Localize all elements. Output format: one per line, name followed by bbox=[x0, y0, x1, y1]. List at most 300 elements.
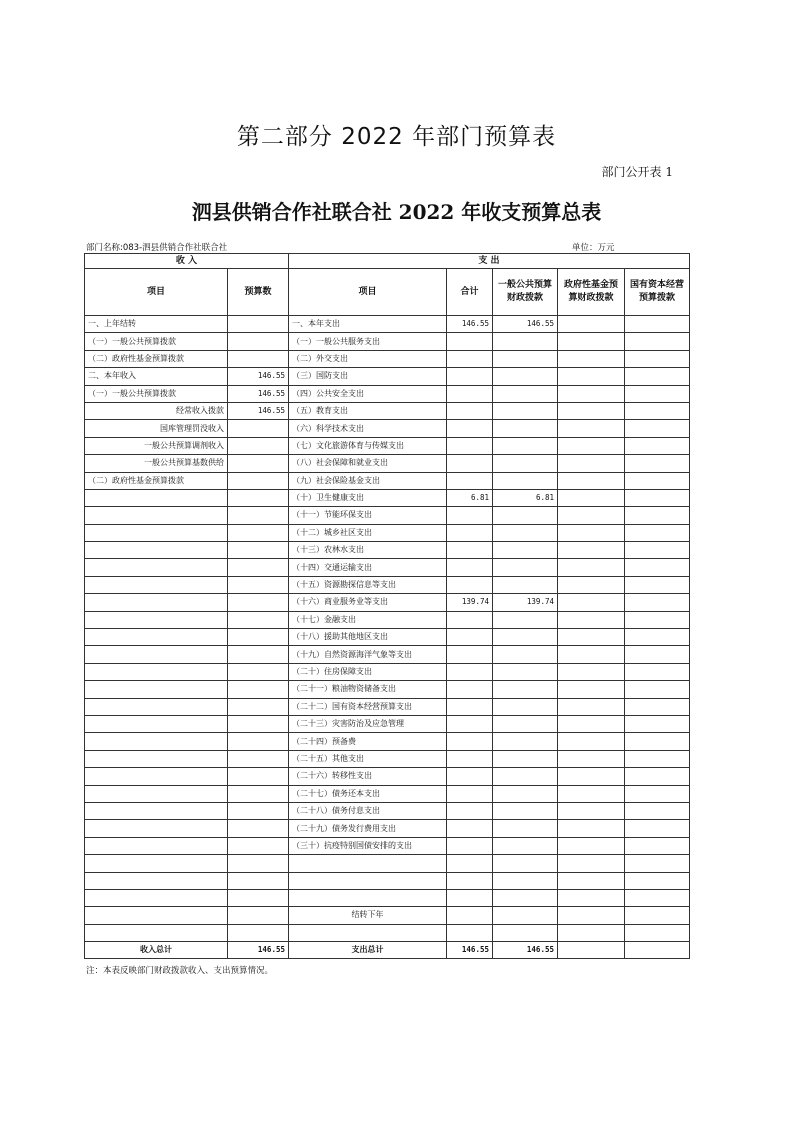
income-item-cell bbox=[85, 802, 228, 819]
gov-fund-cell bbox=[558, 507, 625, 524]
gov-fund-cell bbox=[558, 802, 625, 819]
expense-item-cell: 结转下年 bbox=[289, 907, 447, 924]
expense-item-cell: （三十）抗疫特别国债安排的支出 bbox=[289, 837, 447, 854]
total-cell bbox=[447, 715, 493, 732]
gov-fund-cell bbox=[558, 872, 625, 889]
gov-fund-cell bbox=[558, 750, 625, 767]
expense-item-cell: （六）科学技术支出 bbox=[289, 420, 447, 437]
gov-fund-cell bbox=[558, 594, 625, 611]
gov-fund-cell bbox=[558, 350, 625, 367]
income-amount-cell bbox=[228, 663, 289, 680]
state-capital-cell bbox=[625, 785, 690, 802]
state-capital-cell bbox=[625, 402, 690, 419]
total-cell bbox=[447, 855, 493, 872]
total-cell bbox=[447, 629, 493, 646]
gov-fund-cell bbox=[558, 316, 625, 333]
total-cell bbox=[447, 385, 493, 402]
state-capital-cell bbox=[625, 802, 690, 819]
income-amount-cell bbox=[228, 437, 289, 454]
income-section-header: 收 入 bbox=[85, 254, 289, 269]
expense-item-cell: （九）社会保险基金支出 bbox=[289, 472, 447, 489]
total-cell bbox=[447, 924, 493, 941]
footnote: 注：本表反映部门财政拨款收入、支出预算情况。 bbox=[86, 966, 274, 976]
total-cell bbox=[447, 507, 493, 524]
table-row bbox=[85, 350, 690, 367]
general-budget-cell bbox=[493, 611, 558, 628]
expense-item-cell bbox=[289, 924, 447, 941]
income-item-cell: 国库管理罚没收入 bbox=[85, 420, 228, 437]
state-capital-cell bbox=[625, 524, 690, 541]
total-cell bbox=[447, 663, 493, 680]
total-cell bbox=[447, 333, 493, 350]
income-amount-cell bbox=[228, 715, 289, 732]
income-item-cell bbox=[85, 750, 228, 767]
income-item-cell bbox=[85, 646, 228, 663]
table-row bbox=[85, 698, 690, 715]
income-amount-cell bbox=[228, 611, 289, 628]
budget-summary-table bbox=[84, 253, 690, 959]
state-capital-cell bbox=[625, 698, 690, 715]
expense-item-cell bbox=[289, 889, 447, 906]
total-cell bbox=[447, 837, 493, 854]
general-budget-cell bbox=[493, 559, 558, 576]
income-amount-cell bbox=[228, 785, 289, 802]
table-row bbox=[85, 820, 690, 837]
state-capital-cell bbox=[625, 316, 690, 333]
income-amount-cell: 146.55 bbox=[228, 402, 289, 419]
expense-general-total: 146.55 bbox=[493, 942, 558, 959]
col-general-budget: 一般公共预算财政拨款 bbox=[493, 269, 558, 316]
income-item-cell bbox=[85, 907, 228, 924]
state-capital-cell bbox=[625, 437, 690, 454]
gov-fund-cell bbox=[558, 489, 625, 506]
state-capital-cell bbox=[625, 663, 690, 680]
gov-fund-cell bbox=[558, 559, 625, 576]
expense-item-cell: （二十八）债务付息支出 bbox=[289, 802, 447, 819]
income-amount-cell bbox=[228, 542, 289, 559]
gov-fund-cell bbox=[558, 785, 625, 802]
income-amount-cell bbox=[228, 455, 289, 472]
expense-item-cell: （二十六）转移性支出 bbox=[289, 768, 447, 785]
income-item-cell: 一般公共预算基数供给 bbox=[85, 455, 228, 472]
state-capital-cell bbox=[625, 733, 690, 750]
document-code: 部门公开表 1 bbox=[601, 165, 673, 179]
expense-item-cell: （十八）援助其他地区支出 bbox=[289, 629, 447, 646]
expense-item-cell: （二十五）其他支出 bbox=[289, 750, 447, 767]
total-cell bbox=[447, 681, 493, 698]
gov-fund-cell bbox=[558, 698, 625, 715]
income-amount-cell bbox=[228, 802, 289, 819]
state-capital-cell bbox=[625, 507, 690, 524]
total-cell: 146.55 bbox=[447, 316, 493, 333]
general-budget-cell bbox=[493, 907, 558, 924]
general-budget-cell bbox=[493, 855, 558, 872]
expense-item-cell: （五）教育支出 bbox=[289, 402, 447, 419]
total-cell bbox=[447, 646, 493, 663]
general-budget-cell bbox=[493, 368, 558, 385]
gov-fund-cell bbox=[558, 907, 625, 924]
state-capital-cell bbox=[625, 576, 690, 593]
state-capital-cell bbox=[625, 768, 690, 785]
table-title: 泗县供销合作社联合社 2022 年收支预算总表 bbox=[191, 200, 602, 224]
col-total: 合计 bbox=[447, 269, 493, 316]
state-capital-cell bbox=[625, 333, 690, 350]
state-capital-cell bbox=[625, 715, 690, 732]
income-amount-cell bbox=[228, 420, 289, 437]
gov-fund-cell bbox=[558, 611, 625, 628]
gov-fund-cell bbox=[558, 455, 625, 472]
total-cell bbox=[447, 820, 493, 837]
income-item-cell: 经常收入拨款 bbox=[85, 402, 228, 419]
table-row bbox=[85, 559, 690, 576]
income-item-cell bbox=[85, 542, 228, 559]
income-amount-cell bbox=[228, 507, 289, 524]
state-capital-cell bbox=[625, 368, 690, 385]
general-budget-cell bbox=[493, 455, 558, 472]
table-row bbox=[85, 681, 690, 698]
general-budget-cell bbox=[493, 437, 558, 454]
gov-fund-cell bbox=[558, 437, 625, 454]
gov-fund-cell bbox=[558, 733, 625, 750]
general-budget-cell bbox=[493, 524, 558, 541]
income-amount-cell bbox=[228, 576, 289, 593]
table-row bbox=[85, 489, 690, 506]
expense-item-cell: （十七）金融支出 bbox=[289, 611, 447, 628]
state-capital-cell bbox=[625, 924, 690, 941]
general-budget-cell bbox=[493, 472, 558, 489]
expense-total-label: 支出总计 bbox=[289, 942, 447, 959]
expense-section-header: 支 出 bbox=[289, 254, 690, 269]
income-amount-cell bbox=[228, 559, 289, 576]
gov-fund-cell bbox=[558, 715, 625, 732]
income-item-cell bbox=[85, 715, 228, 732]
col-state-capital: 国有资本经营预算拨款 bbox=[625, 269, 690, 316]
income-amount-cell bbox=[228, 698, 289, 715]
total-cell bbox=[447, 524, 493, 541]
table-row bbox=[85, 750, 690, 767]
general-budget-cell bbox=[493, 889, 558, 906]
income-item-cell bbox=[85, 924, 228, 941]
gov-fund-cell bbox=[558, 333, 625, 350]
general-budget-cell bbox=[493, 698, 558, 715]
state-capital-cell bbox=[625, 837, 690, 854]
gov-fund-cell bbox=[558, 542, 625, 559]
gov-fund-total bbox=[558, 942, 625, 959]
expense-item-cell: （二十九）债务发行费用支出 bbox=[289, 820, 447, 837]
table-row bbox=[85, 542, 690, 559]
income-amount-cell bbox=[228, 820, 289, 837]
general-budget-cell bbox=[493, 924, 558, 941]
general-budget-cell bbox=[493, 750, 558, 767]
table-row bbox=[85, 733, 690, 750]
income-amount-cell bbox=[228, 594, 289, 611]
table-row bbox=[85, 333, 690, 350]
total-cell bbox=[447, 907, 493, 924]
state-capital-cell bbox=[625, 907, 690, 924]
gov-fund-cell bbox=[558, 837, 625, 854]
general-budget-cell: 139.74 bbox=[493, 594, 558, 611]
state-capital-cell bbox=[625, 872, 690, 889]
general-budget-cell bbox=[493, 768, 558, 785]
table-row bbox=[85, 385, 690, 402]
general-budget-cell bbox=[493, 715, 558, 732]
expense-item-cell: （十二）城乡社区支出 bbox=[289, 524, 447, 541]
general-budget-cell bbox=[493, 681, 558, 698]
income-item-cell bbox=[85, 837, 228, 854]
gov-fund-cell bbox=[558, 368, 625, 385]
general-budget-cell bbox=[493, 420, 558, 437]
total-cell bbox=[447, 368, 493, 385]
expense-item-cell: （十九）自然资源海洋气象等支出 bbox=[289, 646, 447, 663]
expense-item-cell bbox=[289, 855, 447, 872]
state-capital-cell bbox=[625, 820, 690, 837]
total-cell bbox=[447, 542, 493, 559]
total-cell bbox=[447, 872, 493, 889]
total-cell bbox=[447, 611, 493, 628]
income-amount-cell: 146.55 bbox=[228, 385, 289, 402]
general-budget-cell bbox=[493, 629, 558, 646]
gov-fund-cell bbox=[558, 629, 625, 646]
general-budget-cell bbox=[493, 542, 558, 559]
state-capital-cell bbox=[625, 646, 690, 663]
income-item-cell bbox=[85, 524, 228, 541]
table-row bbox=[85, 889, 690, 906]
expense-item-cell: 一、本年支出 bbox=[289, 316, 447, 333]
total-cell bbox=[447, 420, 493, 437]
gov-fund-cell bbox=[558, 524, 625, 541]
income-item-cell: 二、本年收入 bbox=[85, 368, 228, 385]
income-amount-cell bbox=[228, 681, 289, 698]
total-cell bbox=[447, 472, 493, 489]
expense-item-cell: （一）一般公共服务支出 bbox=[289, 333, 447, 350]
expense-item-cell: （十）卫生健康支出 bbox=[289, 489, 447, 506]
expense-item-cell bbox=[289, 872, 447, 889]
gov-fund-cell bbox=[558, 646, 625, 663]
income-amount-cell bbox=[228, 768, 289, 785]
state-capital-cell bbox=[625, 472, 690, 489]
income-amount-cell bbox=[228, 924, 289, 941]
gov-fund-cell bbox=[558, 855, 625, 872]
income-item-cell: 一、上年结转 bbox=[85, 316, 228, 333]
expense-item-cell: （二十三）灾害防治及应急管理 bbox=[289, 715, 447, 732]
expense-total-amount: 146.55 bbox=[447, 942, 493, 959]
income-total-amount: 146.55 bbox=[228, 942, 289, 959]
state-capital-cell bbox=[625, 611, 690, 628]
expense-item-cell: （三）国防支出 bbox=[289, 368, 447, 385]
general-budget-cell bbox=[493, 820, 558, 837]
part-title: 第二部分 2022 年部门预算表 bbox=[236, 124, 557, 150]
expense-item-cell: （二十）住房保障支出 bbox=[289, 663, 447, 680]
total-cell bbox=[447, 455, 493, 472]
total-cell bbox=[447, 576, 493, 593]
col-income-amount: 预算数 bbox=[228, 269, 289, 316]
general-budget-cell bbox=[493, 333, 558, 350]
expense-item-cell: （十五）资源勘探信息等支出 bbox=[289, 576, 447, 593]
income-item-cell bbox=[85, 733, 228, 750]
table-row bbox=[85, 872, 690, 889]
unit-label: 单位：万元 bbox=[572, 243, 615, 253]
expense-item-cell: （二）外交支出 bbox=[289, 350, 447, 367]
total-cell bbox=[447, 889, 493, 906]
total-cell bbox=[447, 437, 493, 454]
table-row bbox=[85, 629, 690, 646]
state-capital-total bbox=[625, 942, 690, 959]
income-item-cell bbox=[85, 768, 228, 785]
income-amount-cell bbox=[228, 889, 289, 906]
income-amount-cell bbox=[228, 524, 289, 541]
income-item-cell: （二）政府性基金预算拨款 bbox=[85, 472, 228, 489]
state-capital-cell bbox=[625, 889, 690, 906]
income-item-cell bbox=[85, 855, 228, 872]
general-budget-cell bbox=[493, 350, 558, 367]
table-row bbox=[85, 594, 690, 611]
table-row bbox=[85, 524, 690, 541]
general-budget-cell bbox=[493, 785, 558, 802]
table-row bbox=[85, 768, 690, 785]
table-row bbox=[85, 611, 690, 628]
income-amount-cell bbox=[228, 489, 289, 506]
table-row bbox=[85, 368, 690, 385]
state-capital-cell bbox=[625, 629, 690, 646]
table-row bbox=[85, 316, 690, 333]
general-budget-cell bbox=[493, 663, 558, 680]
income-amount-cell bbox=[228, 733, 289, 750]
table-row bbox=[85, 785, 690, 802]
general-budget-cell: 6.81 bbox=[493, 489, 558, 506]
table-row bbox=[85, 646, 690, 663]
income-amount-cell bbox=[228, 316, 289, 333]
table-row bbox=[85, 420, 690, 437]
general-budget-cell bbox=[493, 802, 558, 819]
general-budget-cell bbox=[493, 402, 558, 419]
income-item-cell: （二）政府性基金预算拨款 bbox=[85, 350, 228, 367]
income-item-cell bbox=[85, 611, 228, 628]
income-item-cell bbox=[85, 698, 228, 715]
gov-fund-cell bbox=[558, 385, 625, 402]
table-row bbox=[85, 924, 690, 941]
table-row bbox=[85, 907, 690, 924]
expense-item-cell: （十一）节能环保支出 bbox=[289, 507, 447, 524]
income-item-cell: （一）一般公共预算拨款 bbox=[85, 333, 228, 350]
table-row bbox=[85, 802, 690, 819]
income-item-cell: （一）一般公共预算拨款 bbox=[85, 385, 228, 402]
gov-fund-cell bbox=[558, 889, 625, 906]
general-budget-cell bbox=[493, 872, 558, 889]
income-amount-cell bbox=[228, 855, 289, 872]
total-cell bbox=[447, 698, 493, 715]
expense-item-cell: （十六）商业服务业等支出 bbox=[289, 594, 447, 611]
income-amount-cell bbox=[228, 350, 289, 367]
col-gov-fund: 政府性基金预算财政拨款 bbox=[558, 269, 625, 316]
total-cell bbox=[447, 785, 493, 802]
income-item-cell bbox=[85, 576, 228, 593]
table-row bbox=[85, 437, 690, 454]
income-item-cell bbox=[85, 629, 228, 646]
income-item-cell bbox=[85, 594, 228, 611]
state-capital-cell bbox=[625, 594, 690, 611]
expense-item-cell: （十四）交通运输支出 bbox=[289, 559, 447, 576]
income-item-cell bbox=[85, 489, 228, 506]
totals-row bbox=[85, 942, 690, 959]
expense-item-cell: （四）公共安全支出 bbox=[289, 385, 447, 402]
total-cell bbox=[447, 559, 493, 576]
table-row bbox=[85, 402, 690, 419]
income-amount-cell bbox=[228, 472, 289, 489]
income-item-cell bbox=[85, 820, 228, 837]
table-row bbox=[85, 507, 690, 524]
total-cell bbox=[447, 750, 493, 767]
income-item-cell bbox=[85, 559, 228, 576]
state-capital-cell bbox=[625, 855, 690, 872]
general-budget-cell bbox=[493, 385, 558, 402]
income-amount-cell: 146.55 bbox=[228, 368, 289, 385]
total-cell bbox=[447, 733, 493, 750]
table-row bbox=[85, 715, 690, 732]
gov-fund-cell bbox=[558, 924, 625, 941]
general-budget-cell bbox=[493, 733, 558, 750]
gov-fund-cell bbox=[558, 576, 625, 593]
state-capital-cell bbox=[625, 420, 690, 437]
income-item-cell bbox=[85, 785, 228, 802]
general-budget-cell: 146.55 bbox=[493, 316, 558, 333]
gov-fund-cell bbox=[558, 820, 625, 837]
expense-item-cell: （十三）农林水支出 bbox=[289, 542, 447, 559]
income-amount-cell bbox=[228, 907, 289, 924]
income-amount-cell bbox=[228, 646, 289, 663]
gov-fund-cell bbox=[558, 663, 625, 680]
general-budget-cell bbox=[493, 837, 558, 854]
gov-fund-cell bbox=[558, 681, 625, 698]
state-capital-cell bbox=[625, 455, 690, 472]
income-amount-cell bbox=[228, 837, 289, 854]
expense-item-cell: （二十四）预备费 bbox=[289, 733, 447, 750]
state-capital-cell bbox=[625, 489, 690, 506]
income-amount-cell bbox=[228, 872, 289, 889]
general-budget-cell bbox=[493, 646, 558, 663]
section-header-row bbox=[85, 254, 690, 269]
gov-fund-cell bbox=[558, 420, 625, 437]
expense-item-cell: （二十七）债务还本支出 bbox=[289, 785, 447, 802]
table-row bbox=[85, 855, 690, 872]
income-total-label: 收入总计 bbox=[85, 942, 228, 959]
income-amount-cell bbox=[228, 333, 289, 350]
income-item-cell bbox=[85, 507, 228, 524]
income-item-cell bbox=[85, 663, 228, 680]
income-item-cell bbox=[85, 872, 228, 889]
gov-fund-cell bbox=[558, 402, 625, 419]
table-row bbox=[85, 663, 690, 680]
income-item-cell bbox=[85, 681, 228, 698]
state-capital-cell bbox=[625, 542, 690, 559]
total-cell: 139.74 bbox=[447, 594, 493, 611]
table-row bbox=[85, 837, 690, 854]
total-cell bbox=[447, 350, 493, 367]
column-header-row bbox=[85, 269, 690, 316]
table-row bbox=[85, 576, 690, 593]
table-row bbox=[85, 472, 690, 489]
state-capital-cell bbox=[625, 559, 690, 576]
state-capital-cell bbox=[625, 385, 690, 402]
expense-item-cell: （二十二）国有资本经营预算支出 bbox=[289, 698, 447, 715]
income-amount-cell bbox=[228, 629, 289, 646]
expense-item-cell: （七）文化旅游体育与传媒支出 bbox=[289, 437, 447, 454]
state-capital-cell bbox=[625, 350, 690, 367]
total-cell bbox=[447, 802, 493, 819]
table-row bbox=[85, 455, 690, 472]
col-expense-item: 项目 bbox=[289, 269, 447, 316]
expense-item-cell: （八）社会保障和就业支出 bbox=[289, 455, 447, 472]
general-budget-cell bbox=[493, 576, 558, 593]
